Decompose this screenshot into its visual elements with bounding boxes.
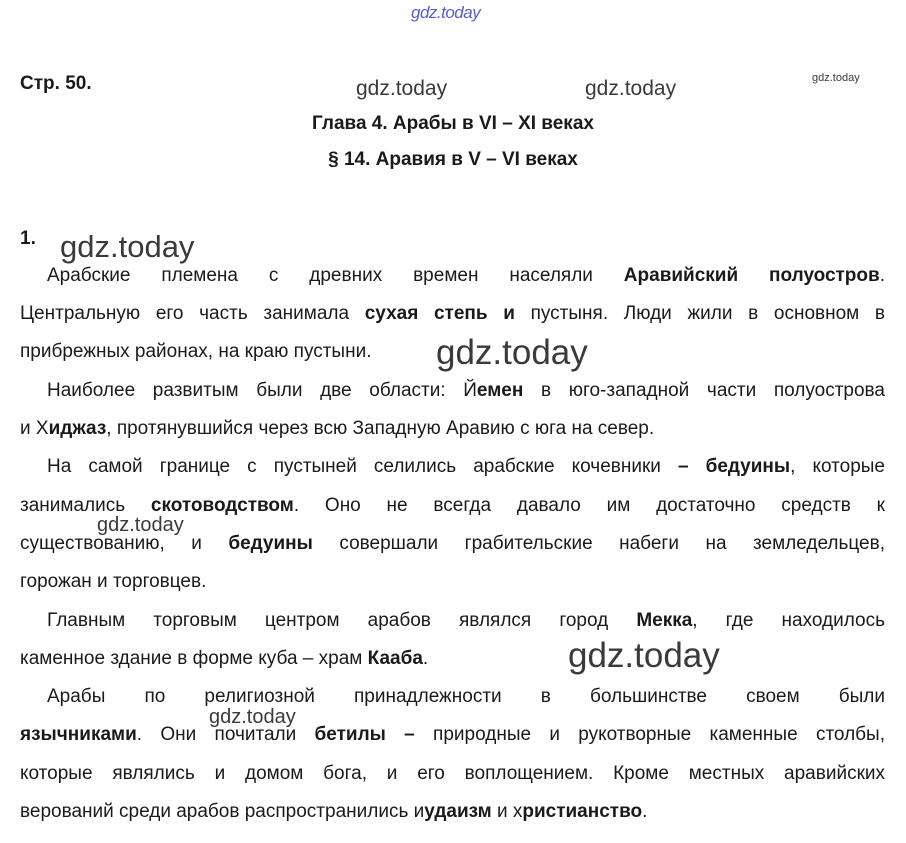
paragraph-3-line-4: горожан и торговцев. bbox=[20, 571, 207, 592]
watermark: gdz.today bbox=[60, 229, 195, 264]
watermark-top: gdz.today bbox=[411, 3, 481, 22]
paragraph-2-line-1: Наиболее развитым были две области: Йемен в юго-западной части полуострова bbox=[47, 380, 885, 401]
watermark: gdz.today bbox=[356, 77, 448, 100]
paragraph-4-line-2: каменное здание в форме куба – храм Кааба. bbox=[20, 648, 429, 669]
paragraph-4-line-1: Главным торговым центром арабов являлся город Мекка, где находилось bbox=[47, 610, 885, 631]
paragraph-3-line-1: На самой границе с пустыней селились арабские кочевники – бедуины, которые bbox=[47, 456, 885, 477]
paragraph-5-line-2: язычниками. Они почитали бетилы – природные и рукотворные каменные столбы, bbox=[20, 724, 885, 745]
watermark: gdz.today bbox=[436, 333, 588, 372]
paragraph-1-line-3: прибрежных районах, на краю пустыни. bbox=[20, 341, 372, 362]
watermark: gdz.today bbox=[209, 706, 296, 728]
chapter-title: Глава 4. Арабы в VI – XI веках bbox=[312, 113, 594, 134]
paragraph-3-line-2: занимались скотоводством. Оно не всегда давало им достаточно средств к bbox=[20, 495, 885, 516]
watermark: gdz.today bbox=[812, 72, 860, 84]
item-number: 1. bbox=[20, 228, 36, 249]
paragraph-5-line-1: Арабы по религиозной принадлежности в большинстве своем были bbox=[47, 686, 885, 707]
watermark: gdz.today bbox=[585, 77, 677, 100]
paragraph-1-line-2: Центральную его часть занимала сухая степь и пустыня. Люди жили в основном в bbox=[20, 303, 885, 324]
page-number: Стр. 50. bbox=[20, 73, 92, 94]
paragraph-1-line-1: Арабские племена с древних времен населяли Аравийский полуостров. bbox=[47, 265, 885, 286]
paragraph-5-line-4: верований среди арабов распространились иудаизм и христианство. bbox=[20, 801, 648, 822]
paragraph-2-line-2: и Хиджаз, протянувшийся через всю Западную Аравию с юга на север. bbox=[20, 418, 655, 439]
watermark: gdz.today bbox=[97, 514, 184, 536]
paragraph-3-line-3: существованию, и бедуины совершали грабительские набеги на земледельцев, bbox=[20, 533, 885, 554]
watermark: gdz.today bbox=[568, 636, 720, 675]
section-title: § 14. Аравия в V – VI веках bbox=[328, 149, 578, 170]
paragraph-5-line-3: которые являлись и домом бога, и его воплощением. Кроме местных аравийских bbox=[20, 763, 885, 784]
